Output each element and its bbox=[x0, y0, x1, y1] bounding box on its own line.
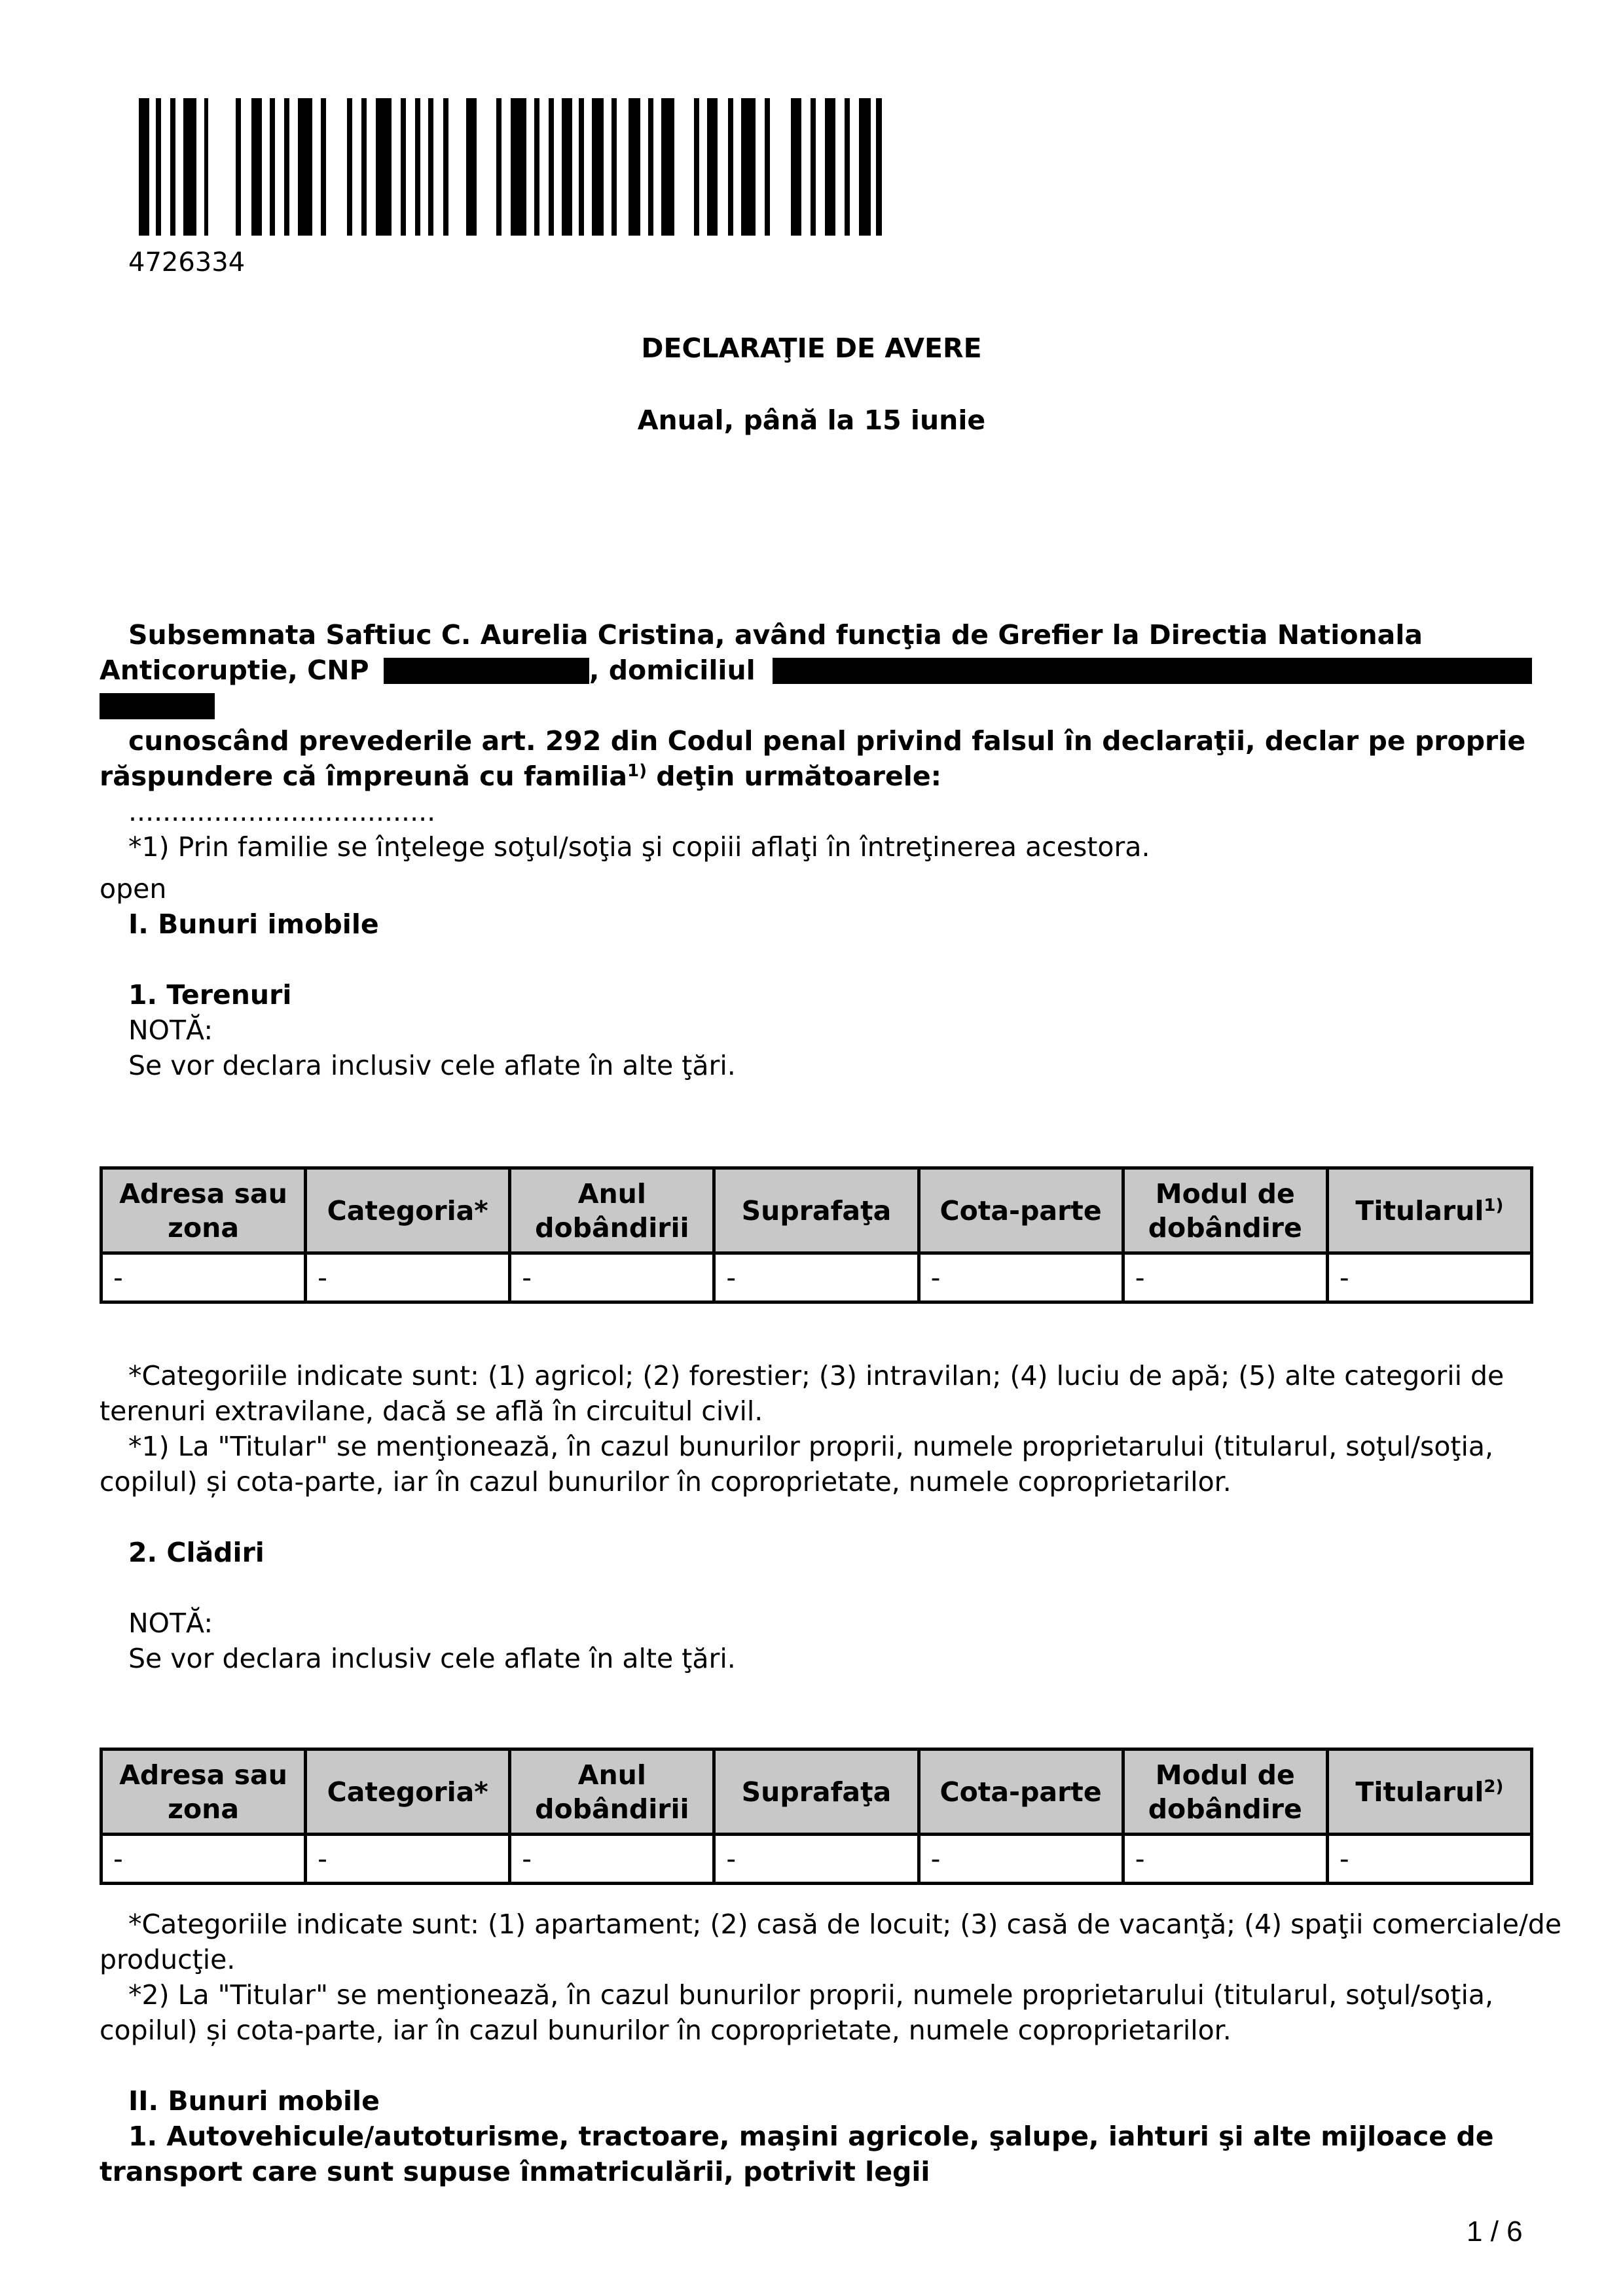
redacted-address bbox=[773, 658, 1532, 684]
barcode-number: 4726334 bbox=[128, 247, 246, 278]
table-cell: - bbox=[306, 1835, 510, 1884]
table-cell: - bbox=[510, 1253, 714, 1302]
cladiri-notes bbox=[100, 1907, 1562, 2189]
column-header-titular bbox=[1327, 1749, 1531, 1835]
terenuri-notes bbox=[100, 1358, 1533, 1676]
intro-block bbox=[100, 617, 1533, 1083]
intro-text: răspundere că împreună cu familia bbox=[100, 761, 628, 792]
subsection-autovehicule-cont: transport care sunt supuse înmatriculării, potrivit legii bbox=[100, 2156, 930, 2187]
category-note: terenuri extravilane, dacă se află în circuitul civil. bbox=[100, 1395, 763, 1427]
column-header: Cota-parte bbox=[919, 1168, 1123, 1253]
column-header: Modul de dobândire bbox=[1123, 1749, 1327, 1835]
subsection-cladiri: 2. Clădiri bbox=[128, 1537, 264, 1568]
barcode bbox=[139, 98, 882, 236]
table-cell: - bbox=[919, 1253, 1123, 1302]
column-header: Suprafaţa bbox=[714, 1749, 919, 1835]
open-label: open bbox=[100, 873, 167, 905]
section-heading-mobile: II. Bunuri mobile bbox=[128, 2085, 380, 2117]
cladiri-table bbox=[100, 1748, 1533, 1885]
table-row bbox=[101, 1835, 1532, 1884]
table-cell: - bbox=[714, 1835, 919, 1884]
table-header-row bbox=[101, 1168, 1532, 1253]
titular-note: copilul) și cota-parte, iar în cazul bunurilor în coproprietate, numele coproprietarilor. bbox=[100, 1466, 1231, 1498]
subsection-terenuri: 1. Terenuri bbox=[128, 979, 292, 1011]
titular-note: *2) La "Titular" se menţionează, în cazul bunurilor proprii, numele proprietarului (titularul, soţul/soţia, bbox=[128, 1979, 1494, 2011]
nota-label: NOTĂ: bbox=[128, 1607, 213, 1639]
subsection-autovehicule: 1. Autovehicule/autoturisme, tractoare, maşini agricole, şalupe, iahturi şi alte mijloace de bbox=[128, 2121, 1494, 2152]
intro-domiciliu-label: , domiciliul bbox=[589, 655, 756, 686]
table-header-row bbox=[101, 1749, 1532, 1835]
redacted-cnp bbox=[384, 658, 589, 684]
category-note: producţie. bbox=[100, 1944, 236, 1975]
intro-cnp-label: Anticoruptie, CNP bbox=[100, 655, 369, 686]
intro-line-cnp bbox=[100, 653, 1533, 688]
page-number: 1 / 6 bbox=[1467, 2215, 1523, 2248]
redacted-address-cont bbox=[100, 693, 215, 719]
table-cell: - bbox=[1123, 1835, 1327, 1884]
document-subtitle: Anual, până la 15 iunie bbox=[637, 404, 986, 436]
footnote-ref: 1) bbox=[627, 761, 647, 781]
column-header: Cota-parte bbox=[919, 1749, 1123, 1835]
column-header: Adresa sau zona bbox=[101, 1749, 306, 1835]
column-header: Suprafaţa bbox=[714, 1168, 919, 1253]
table-cell: - bbox=[306, 1253, 510, 1302]
terenuri-table bbox=[100, 1166, 1533, 1304]
table-cell: - bbox=[510, 1835, 714, 1884]
column-header: Anul dobândirii bbox=[510, 1168, 714, 1253]
dotted-line: .................................... bbox=[128, 796, 436, 827]
column-header: Adresa sau zona bbox=[101, 1168, 306, 1253]
footnote-ref: 2) bbox=[1484, 1776, 1504, 1797]
section-heading-imobile: I. Bunuri imobile bbox=[128, 908, 379, 940]
table-cell: - bbox=[101, 1253, 306, 1302]
category-note: *Categoriile indicate sunt: (1) agricol; (2) forestier; (3) intravilan; (4) luciu de apă; (5) alte categorii de bbox=[128, 1360, 1504, 1391]
footnote-ref: 1) bbox=[1484, 1195, 1504, 1215]
titular-note: copilul) și cota-parte, iar în cazul bunurilor în coproprietate, numele coproprietarilor. bbox=[100, 2015, 1231, 2046]
table-cell: - bbox=[1123, 1253, 1327, 1302]
titular-note: *1) La "Titular" se menţionează, în cazul bunurilor proprii, numele proprietarului (titularul, soţul/soţia, bbox=[128, 1431, 1494, 1462]
table-cell: - bbox=[1327, 1253, 1531, 1302]
nota-label: NOTĂ: bbox=[128, 1014, 213, 1046]
column-header-titular bbox=[1327, 1168, 1531, 1253]
column-header: Anul dobândirii bbox=[510, 1749, 714, 1835]
nota-text: Se vor declara inclusiv cele aflate în alte ţări. bbox=[128, 1050, 736, 1081]
intro-line bbox=[100, 759, 1533, 794]
table-cell: - bbox=[1327, 1835, 1531, 1884]
table-row bbox=[101, 1253, 1532, 1302]
intro-line: Subsemnata Saftiuc C. Aurelia Cristina, având funcţia de Grefier la Directia Nationala bbox=[128, 619, 1423, 651]
intro-line: cunoscând prevederile art. 292 din Codul penal privind falsul în declaraţii, declar pe proprie bbox=[128, 725, 1526, 757]
table-cell: - bbox=[919, 1835, 1123, 1884]
column-header-label: Titularul bbox=[1355, 1194, 1484, 1227]
column-header: Categoria* bbox=[306, 1168, 510, 1253]
table-cell: - bbox=[101, 1835, 306, 1884]
column-header: Categoria* bbox=[306, 1749, 510, 1835]
table-cell: - bbox=[714, 1253, 919, 1302]
column-header-label: Titularul bbox=[1355, 1776, 1484, 1808]
document-title: DECLARAŢIE DE AVERE bbox=[641, 332, 982, 364]
intro-text: deţin următoarele: bbox=[647, 761, 942, 792]
category-note: *Categoriile indicate sunt: (1) apartament; (2) casă de locuit; (3) casă de vacanţă; (4) spaţii comerciale/de bbox=[128, 1909, 1562, 1940]
nota-text: Se vor declara inclusiv cele aflate în alte ţări. bbox=[128, 1643, 736, 1674]
intro-line-redacted bbox=[100, 688, 1533, 723]
column-header: Modul de dobândire bbox=[1123, 1168, 1327, 1253]
family-footnote: *1) Prin familie se înţelege soţul/soţia şi copiii aflaţi în întreţinerea acestora. bbox=[128, 831, 1150, 863]
